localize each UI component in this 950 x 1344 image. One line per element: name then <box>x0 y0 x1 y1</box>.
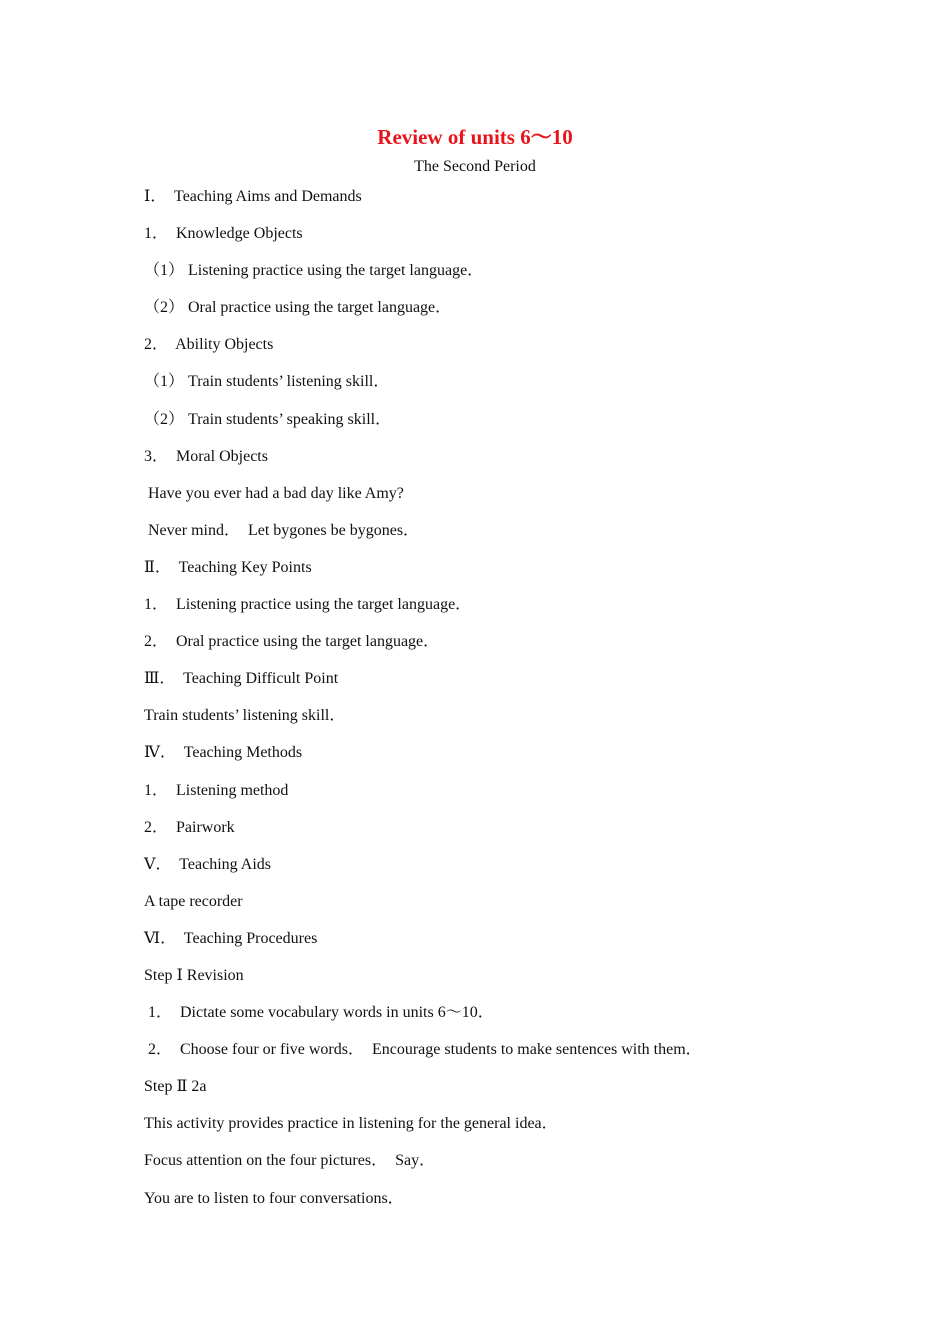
paragraph: A tape recorder <box>144 892 243 910</box>
paragraph: Have you ever had a bad day like Amy? <box>144 484 404 502</box>
list-item: 2． Oral practice using the target language． <box>144 633 440 651</box>
list-item: 2． Ability Objects <box>144 336 274 354</box>
paragraph: You are to listen to four conversations． <box>144 1189 404 1207</box>
list-item: （2） Oral practice using the target language． <box>144 299 452 317</box>
paragraph: This activity provides practice in listening for the general idea． <box>144 1115 558 1133</box>
list-item: 3． Moral Objects <box>144 447 268 465</box>
list-item: 1． Dictate some vocabulary words in units 6～10． <box>144 1004 494 1022</box>
list-item: 1． Listening method <box>144 781 289 799</box>
document-title: Review of units 6～10 <box>377 125 573 149</box>
list-item: （2） Train students’ speaking skill． <box>144 410 392 428</box>
step-heading: Step Ⅱ 2a <box>144 1078 207 1096</box>
section-heading-aids: Ⅴ． Teaching Aids <box>144 855 272 873</box>
section-heading-methods: Ⅳ． Teaching Methods <box>144 744 303 762</box>
list-item: （1） Train students’ listening skill． <box>144 373 390 391</box>
document-body <box>144 187 824 1226</box>
paragraph: Never mind． Let bygones be bygones． <box>144 521 420 539</box>
list-item: （1） Listening practice using the target language． <box>144 262 484 280</box>
list-item: 2． Pairwork <box>144 818 235 836</box>
section-heading-difficult-point: Ⅲ． Teaching Difficult Point <box>144 670 339 688</box>
paragraph: Train students’ listening skill． <box>144 707 346 725</box>
document-subtitle: The Second Period <box>414 158 536 175</box>
list-item: 1． Listening practice using the target language． <box>144 596 472 614</box>
section-heading-procedures: Ⅵ． Teaching Procedures <box>144 929 318 947</box>
section-heading-key-points: Ⅱ． Teaching Key Points <box>144 558 312 576</box>
list-item: 1． Knowledge Objects <box>144 225 303 243</box>
section-heading-aims: Ⅰ． Teaching Aims and Demands <box>144 188 362 205</box>
paragraph: Focus attention on the four pictures． Say． <box>144 1152 436 1170</box>
list-item: 2． Choose four or five words． Encourage students to make sentences with them． <box>144 1041 702 1059</box>
step-heading: Step Ⅰ Revision <box>144 966 244 984</box>
